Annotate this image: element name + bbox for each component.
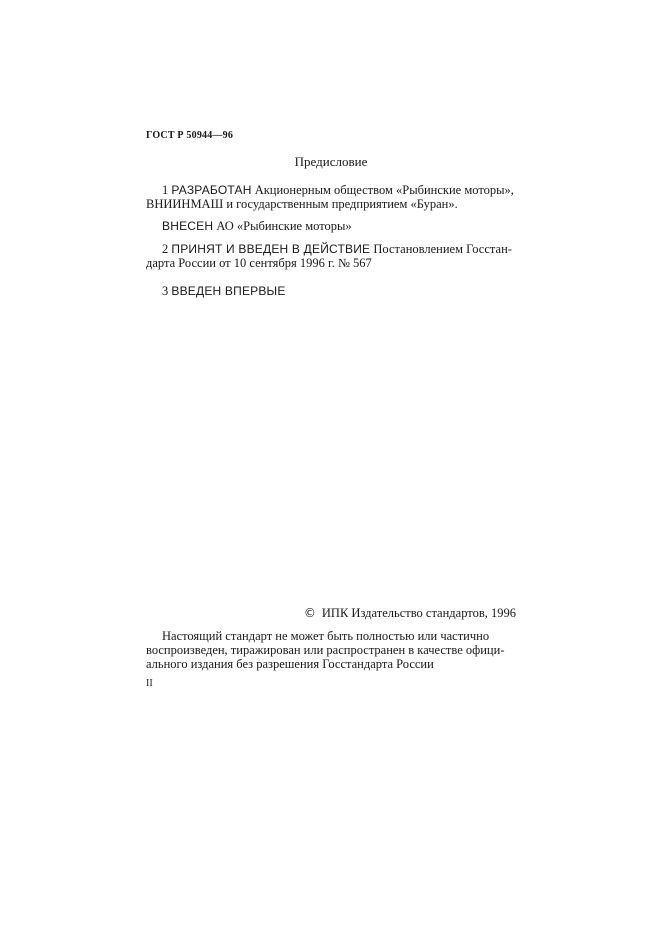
item-number: 1: [162, 183, 169, 197]
item-text: Акционерным обществом «Рыбинские моторы»,: [251, 183, 514, 197]
preface-item-adopted: [146, 242, 516, 270]
item-caps-label: ВВЕДЕН ВПЕРВЫЕ: [171, 284, 286, 298]
item-text-continued: дарта России от 10 сентября 1996 г. № 567: [146, 256, 372, 270]
item-text-continued: ВНИИНМАШ и государственным предприятием «Буран».: [146, 197, 458, 211]
copyright-text: ИПК Издательство стандартов, 1996: [321, 606, 516, 620]
document-code: ГОСТ Р 50944—96: [146, 130, 234, 141]
item-text: АО «Рыбинские моторы»: [213, 219, 352, 233]
item-number: 2: [162, 242, 169, 256]
preface-item-developed: [146, 183, 516, 211]
copyright-line: [146, 606, 516, 621]
item-caps-label: ВНЕСЕН: [162, 219, 214, 233]
preface-item-introduced: [146, 219, 516, 233]
notice-line-2: воспроизведен, тиражирован или распространен в качестве офици-: [146, 643, 505, 657]
reproduction-notice: [146, 629, 516, 671]
item-caps-label: РАЗРАБОТАН: [171, 183, 252, 197]
item-number: 3: [162, 284, 169, 298]
copyright-icon: ©: [303, 606, 316, 620]
item-caps-label: ПРИНЯТ И ВВЕДЕН В ДЕЙСТВИЕ: [171, 242, 371, 256]
preface-title: Предисловие: [294, 154, 368, 169]
notice-line-1: Настоящий стандарт не может быть полностью или частично: [162, 629, 490, 643]
item-text: Постановлением Госстан-: [370, 242, 512, 256]
notice-line-3: ального издания без разрешения Госстандарта России: [146, 657, 434, 671]
preface-item-first-introduced: [146, 284, 516, 298]
page-number: II: [146, 678, 153, 689]
